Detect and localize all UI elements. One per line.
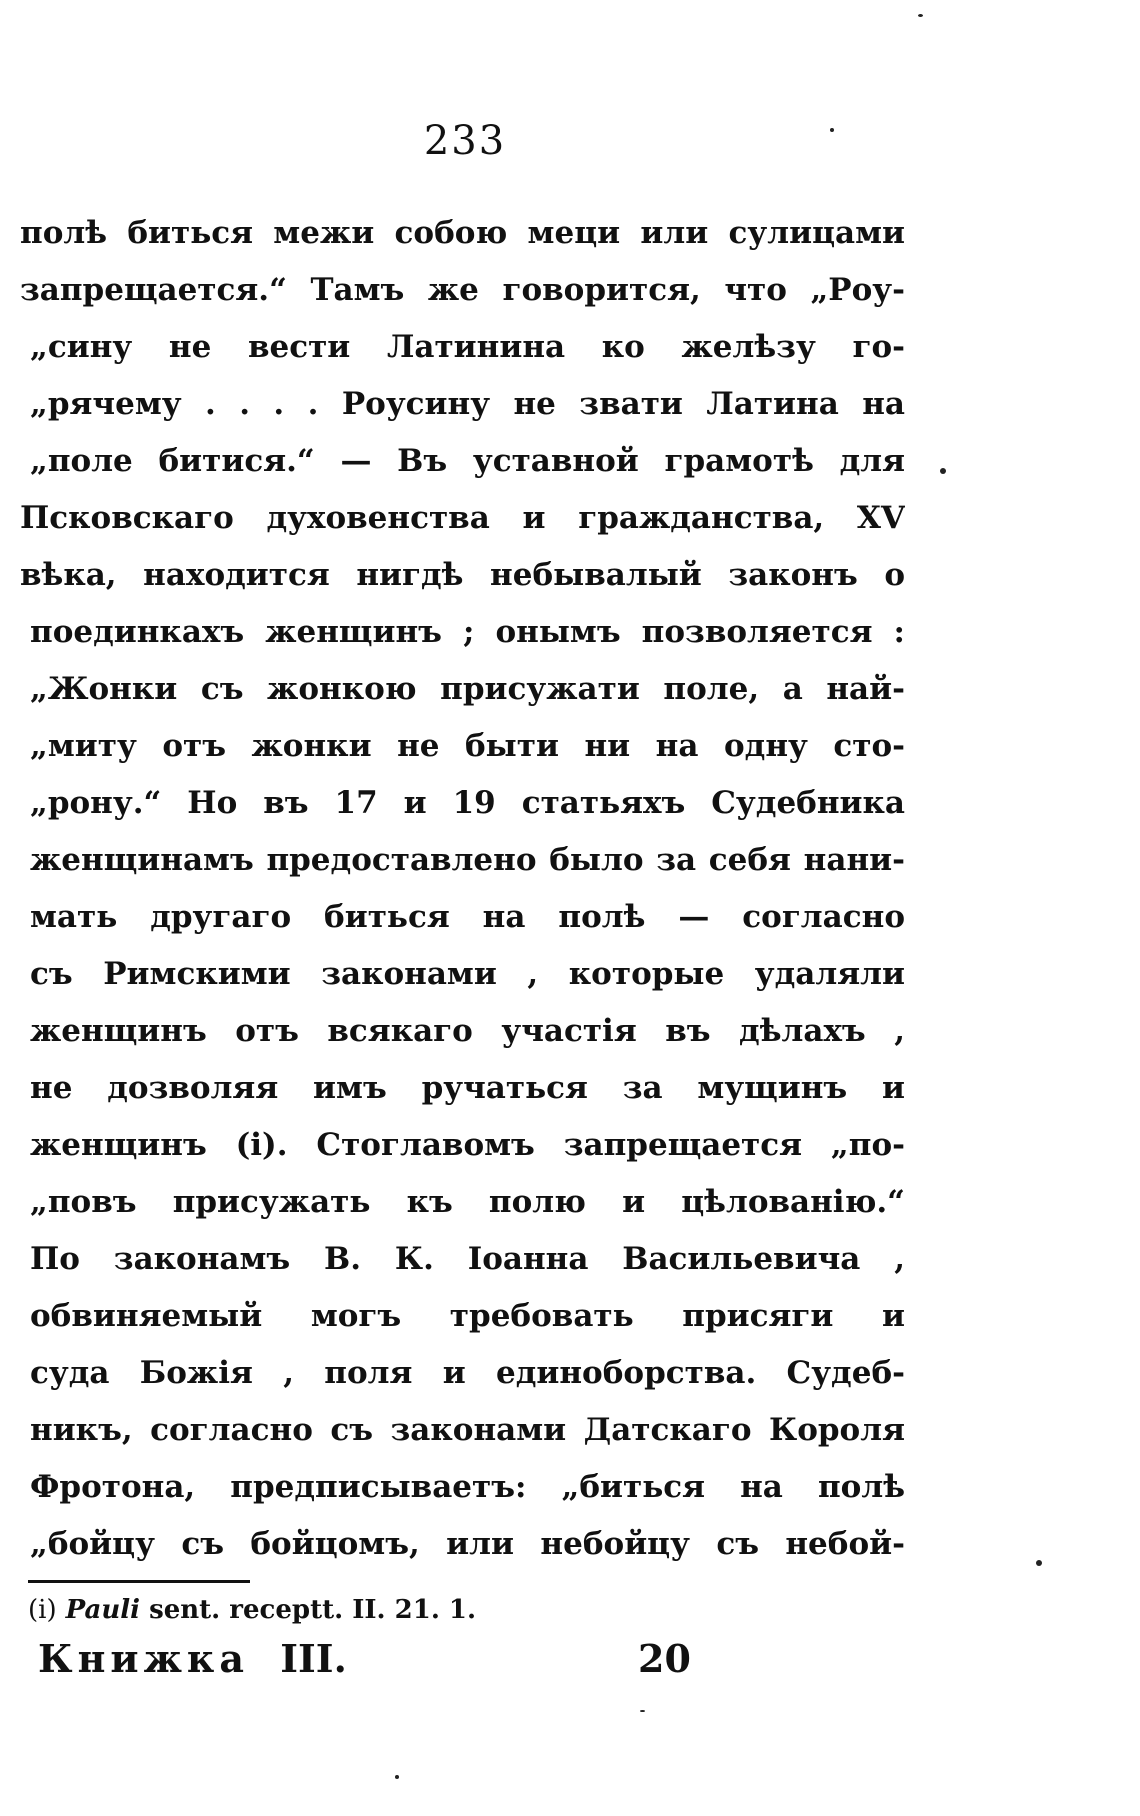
signature-line xyxy=(38,1636,698,1681)
text-line: суда Божія , поля и единоборства. Судеб- xyxy=(30,1355,905,1391)
text-line: вѣка, находится нигдѣ небывалый законъ о xyxy=(20,557,905,593)
signature-sheet: 20 xyxy=(638,1636,691,1681)
print-speck xyxy=(940,468,946,474)
text-line: „бойцу съ бойцомъ, или небойцу съ небой- xyxy=(30,1526,905,1562)
text-line: мать другаго биться на полѣ — согласно xyxy=(30,899,905,935)
footnote-author: Pauli xyxy=(65,1595,141,1625)
text-line: „повъ присужать къ полю и цѣлованію.“ xyxy=(30,1184,905,1220)
text-line: „рячему . . . . Роусину не звати Латина на xyxy=(30,386,905,422)
footnote-rule xyxy=(28,1580,250,1583)
signature-book: Книжка xyxy=(38,1636,250,1681)
text-line: Фротона, предписываетъ: „биться на полѣ xyxy=(30,1469,905,1505)
text-line: Псковскаго духовенства и гражданства, XV xyxy=(20,500,905,536)
print-speck xyxy=(1036,1560,1042,1566)
text-line: женщинъ (і). Стоглавомъ запрещается „по- xyxy=(30,1127,905,1163)
text-line: женщинамъ предоставлено было за себя нани- xyxy=(30,842,905,878)
print-speck xyxy=(918,14,923,17)
text-line: съ Римскими законами , которые удаляли xyxy=(30,956,905,992)
text-line: „Жонки съ жонкою присужати поле, а най- xyxy=(30,671,905,707)
page-number: 233 xyxy=(423,118,507,164)
text-line: поединкахъ женщинъ ; онымъ позволяется : xyxy=(30,614,905,650)
text-line: запрещается.“ Тамъ же говорится, что „Роу- xyxy=(20,272,905,308)
print-speck xyxy=(830,128,834,132)
text-line: „сину не вести Латинина ко желѣзу го- xyxy=(30,329,905,365)
footnote-mark: (і) xyxy=(28,1595,57,1625)
text-line: „рону.“ Но въ 17 и 19 статьяхъ Судебника xyxy=(30,785,905,821)
text-line: „миту отъ жонки не быти ни на одну сто- xyxy=(30,728,905,764)
signature-volume: III. xyxy=(280,1636,347,1681)
text-line: „поле битися.“ — Въ уставной грамотѣ для xyxy=(30,443,905,479)
body-text xyxy=(20,205,905,1573)
print-speck xyxy=(395,1775,399,1779)
text-line: не дозволяя имъ ручаться за мущинъ и xyxy=(30,1070,905,1106)
print-speck xyxy=(640,1710,645,1712)
text-line: полѣ биться межи собою меци или сулицами xyxy=(20,215,905,251)
text-line: никъ, согласно съ законами Датскаго Короля xyxy=(30,1412,905,1448)
text-line: По законамъ В. К. Іоанна Васильевича , xyxy=(30,1241,905,1277)
footnote xyxy=(28,1595,476,1625)
footnote-text: sent. receptt. II. 21. 1. xyxy=(149,1595,477,1625)
text-line: обвиняемый могъ требовать присяги и xyxy=(30,1298,905,1334)
text-line: женщинъ отъ всякаго участія въ дѣлахъ , xyxy=(30,1013,905,1049)
